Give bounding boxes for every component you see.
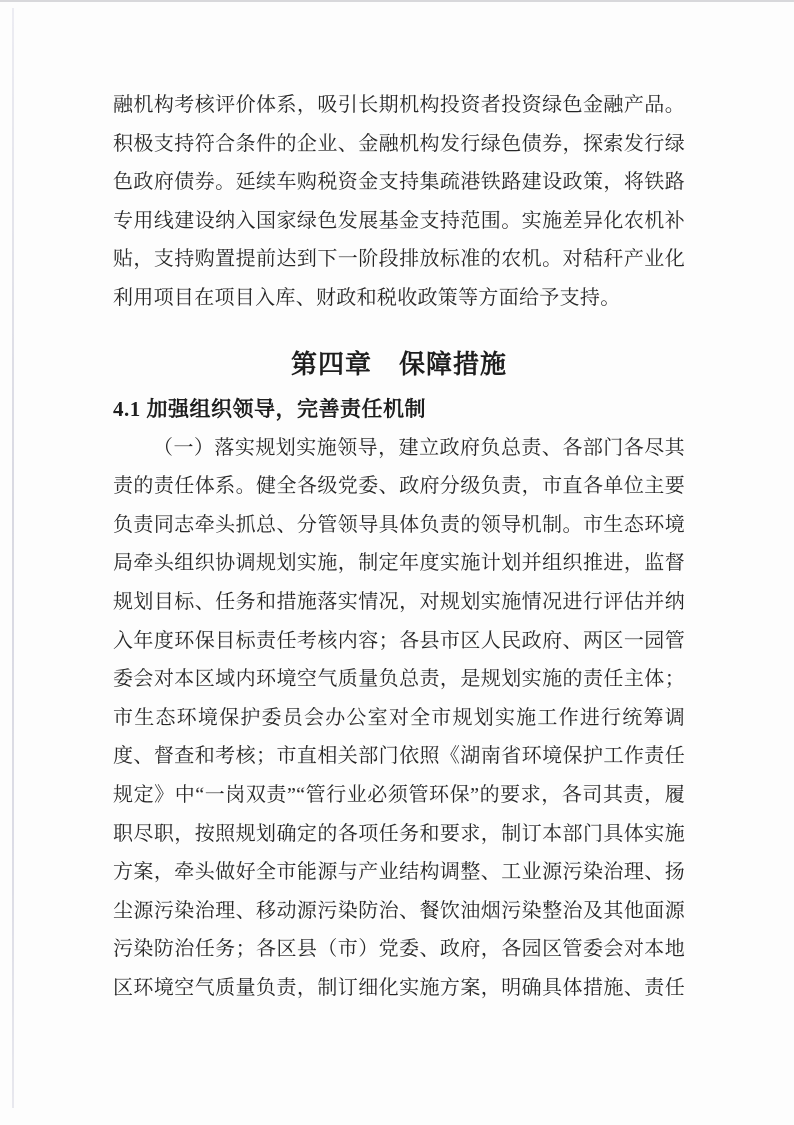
text-line: 色政府债券。延续车购税资金支持集疏港铁路建设政策，将铁路 [113,171,685,194]
text-line: 度、督查和考核；市直相关部门依照《湖南省环境保护工作责任 [113,745,685,768]
text-line: （一）落实规划实施领导，建立政府负总责、各部门各尽其 [153,436,685,459]
text-line: 方案，牵头做好全市能源与产业结构调整、工业源污染治理、扬 [113,861,685,884]
text-line: 责的责任体系。健全各级党委、政府分级负责，市直各单位主要 [113,475,685,498]
text-line: 利用项目在项目入库、财政和税收政策等方面给予支持。 [113,286,621,309]
text-line: 尘源污染治理、移动源污染防治、餐饮油烟污染整治及其他面源 [113,899,685,922]
section-heading: 4.1 加强组织领导，完善责任机制 [113,396,426,421]
continuation-paragraph [113,86,685,318]
text-line: 区环境空气质量负责，制订细化实施方案，明确具体措施、责任 [113,976,685,999]
text-line: 负责同志牵头抓总、分管领导具体负责的领导机制。市生态环境 [113,513,685,536]
text-line: 职尽职，按照规划确定的各项任务和要求，制订本部门具体实施 [113,822,685,845]
main-paragraph [113,429,685,1008]
text-line: 专用线建设纳入国家绿色发展基金支持范围。实施差异化农机补 [113,209,685,232]
text-line: 规定》中“一岗双责”“管行业必须管环保”的要求，各司其责，履 [113,783,685,806]
scan-left-edge-artifact [12,8,14,1108]
text-line: 委会对本区域内环境空气质量负总责，是规划实施的责任主体； [113,668,685,691]
text-line: 市生态环境保护委员会办公室对全市规划实施工作进行统筹调 [113,706,685,729]
text-line: 规划目标、任务和措施落实情况，对规划实施情况进行评估并纳 [113,590,685,613]
text-line: 贴，支持购置提前达到下一阶段排放标准的农机。对秸秆产业化 [113,248,685,271]
text-line: 积极支持符合条件的企业、金融机构发行绿色债券，探索发行绿 [113,132,685,155]
text-column [113,86,685,1007]
text-line: 污染防治任务；各区县（市）党委、政府，各园区管委会对本地 [113,938,685,961]
text-line: 融机构考核评价体系，吸引长期机构投资者投资绿色金融产品。 [113,94,685,116]
text-line: 局牵头组织协调规划实施，制定年度实施计划并组织推进，监督 [113,552,685,575]
scan-top-edge-artifact [0,0,794,2]
text-line: 入年度环保目标责任考核内容；各县市区人民政府、两区一园管 [113,629,685,652]
chapter-heading: 第四章 保障措施 [290,348,507,379]
